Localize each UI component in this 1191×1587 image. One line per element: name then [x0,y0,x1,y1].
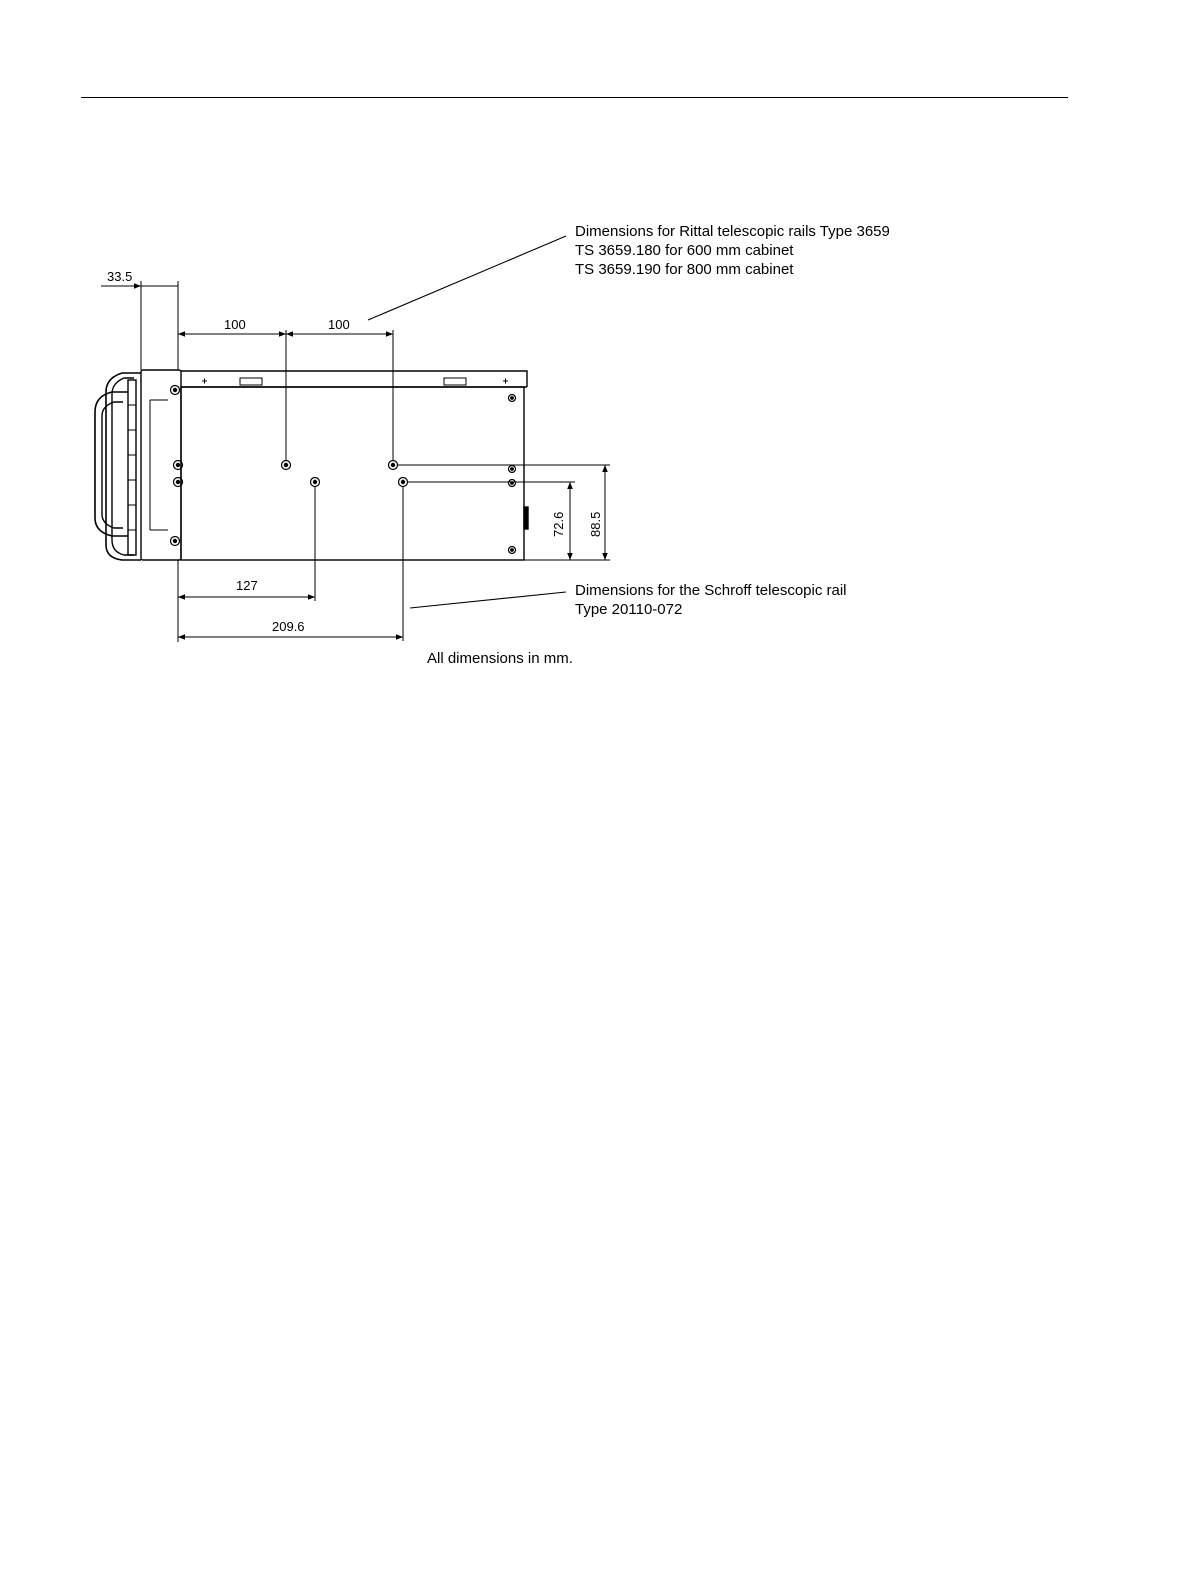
schroff-callout [575,581,847,619]
dimension-lines [101,286,605,637]
schroff-leader [410,592,566,608]
housing [181,387,524,560]
rittal-callout-line: Dimensions for Rittal telescopic rails Type 3659 [575,223,890,240]
units-footnote: All dimensions in mm. [427,650,573,667]
dim-label-88-5: 88.5 [588,511,603,537]
rittal-callout [575,222,890,279]
dim-label-100-b: 100 [328,317,350,332]
schroff-hole-2 [399,478,408,487]
dim-label-100-a: 100 [224,317,246,332]
screw-icon [509,466,516,473]
extension-lines [141,281,610,642]
screw-icon [171,386,180,395]
rittal-leader [368,236,566,320]
schroff-hole-1 [311,478,320,487]
dim-label-127: 127 [236,578,258,593]
front-panel [141,370,181,560]
rittal-hole-1 [282,461,291,470]
screw-icon [509,480,516,487]
rittal-callout-line: TS 3659.190 for 800 mm cabinet [575,261,794,278]
rittal-hole-2 [389,461,398,470]
top-cover [181,371,527,387]
screw-icon [509,547,516,554]
rittal-callout-line: TS 3659.180 for 600 mm cabinet [575,242,794,259]
schroff-callout-line: Type 20110-072 [575,601,683,618]
mounting-holes [171,386,516,554]
dim-label-209-6: 209.6 [272,619,305,634]
screw-icon [509,395,516,402]
dim-label-33-5: 33.5 [107,269,133,284]
screw-icon [171,537,180,546]
dim-label-72-6: 72.6 [551,511,566,537]
handle-icon [95,373,141,560]
leader-lines [368,236,566,608]
schroff-callout-line: Dimensions for the Schroff telescopic rail [575,582,847,599]
